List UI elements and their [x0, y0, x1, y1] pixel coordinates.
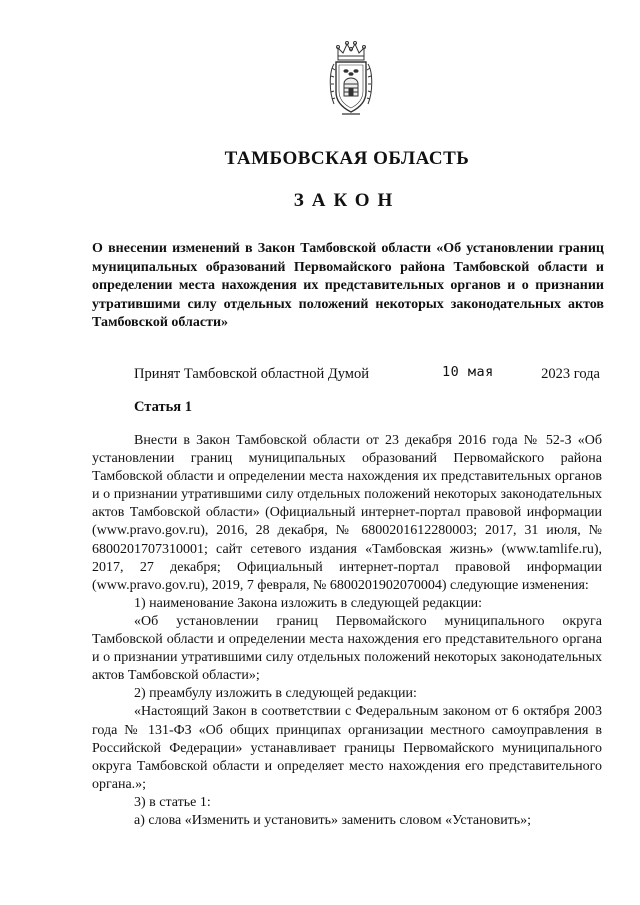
- adoption-year: 2023 года: [541, 366, 600, 382]
- paragraph: а) слова «Изменить и установить» заменить словом «Установить»;: [134, 812, 532, 828]
- adoption-day: 10 мая: [442, 364, 494, 380]
- paragraph: Внести в Закон Тамбовской области от 23 декабря 2016 года № 52-З «Об установлении границ муниципальных образований Первомайского района Тамбовской области и определении места нахождения их представительных органов и о признании утратившими силу отдельных положений некоторых законодательных актов Тамбовской области» (Официальный интернет-портал правовой информации (www.pravo.gov.ru), 2016, 28 декабря, № 6800201612280003; 2017, 31 июля, № 6800201707310001; сайт сетевого издания «Тамбовская жизнь» (www.tamlife.ru), 2017, 27 декабря; Официальный интернет-портал правовой информации (www.pravo.gov.ru), 2019, 7 февраля, № 6800201902070004) следующие изменения:: [92, 433, 602, 593]
- paragraph: 2) преамбулу изложить в следующей редакции:: [134, 686, 417, 702]
- paragraph: 1) наименование Закона изложить в следующей редакции:: [134, 595, 483, 611]
- paragraph: «Настоящий Закон в соответствии с Федеральным законом от 6 октября 2003 года № 131-ФЗ «Об общих принципах организации местного самоуправления в Российской Федерации» устанавливает границы Первомайского муниципального округа Тамбовской области и определяет место нахождения его представительного органа.»;: [92, 704, 602, 792]
- paragraph: 3) в статье 1:: [134, 794, 211, 810]
- adoption-line: [134, 366, 600, 386]
- document-type: ЗАКОН: [293, 190, 401, 211]
- article-heading: Статья 1: [134, 399, 192, 415]
- coat-of-arms-icon: [326, 38, 376, 118]
- region-name: ТАМБОВСКАЯ ОБЛАСТЬ: [224, 148, 470, 169]
- article-body: [92, 432, 602, 830]
- paragraph: «Об установлении границ Первомайского муниципального округа Тамбовской области и определении места нахождения его представительного органа и о признании утратившими силу отдельных положений некоторых законодательных актов Тамбовской области»;: [92, 613, 602, 684]
- adopted-by: Принят Тамбовской областной Думой: [134, 366, 369, 382]
- law-title: О внесении изменений в Закон Тамбовской области «Об установлении границ муниципальных образований Первомайского района Тамбовской области и определении места нахождения их представительных органов и о признании утратившими силу отдельных положений некоторых законодательных актов Тамбовской области»: [92, 241, 604, 330]
